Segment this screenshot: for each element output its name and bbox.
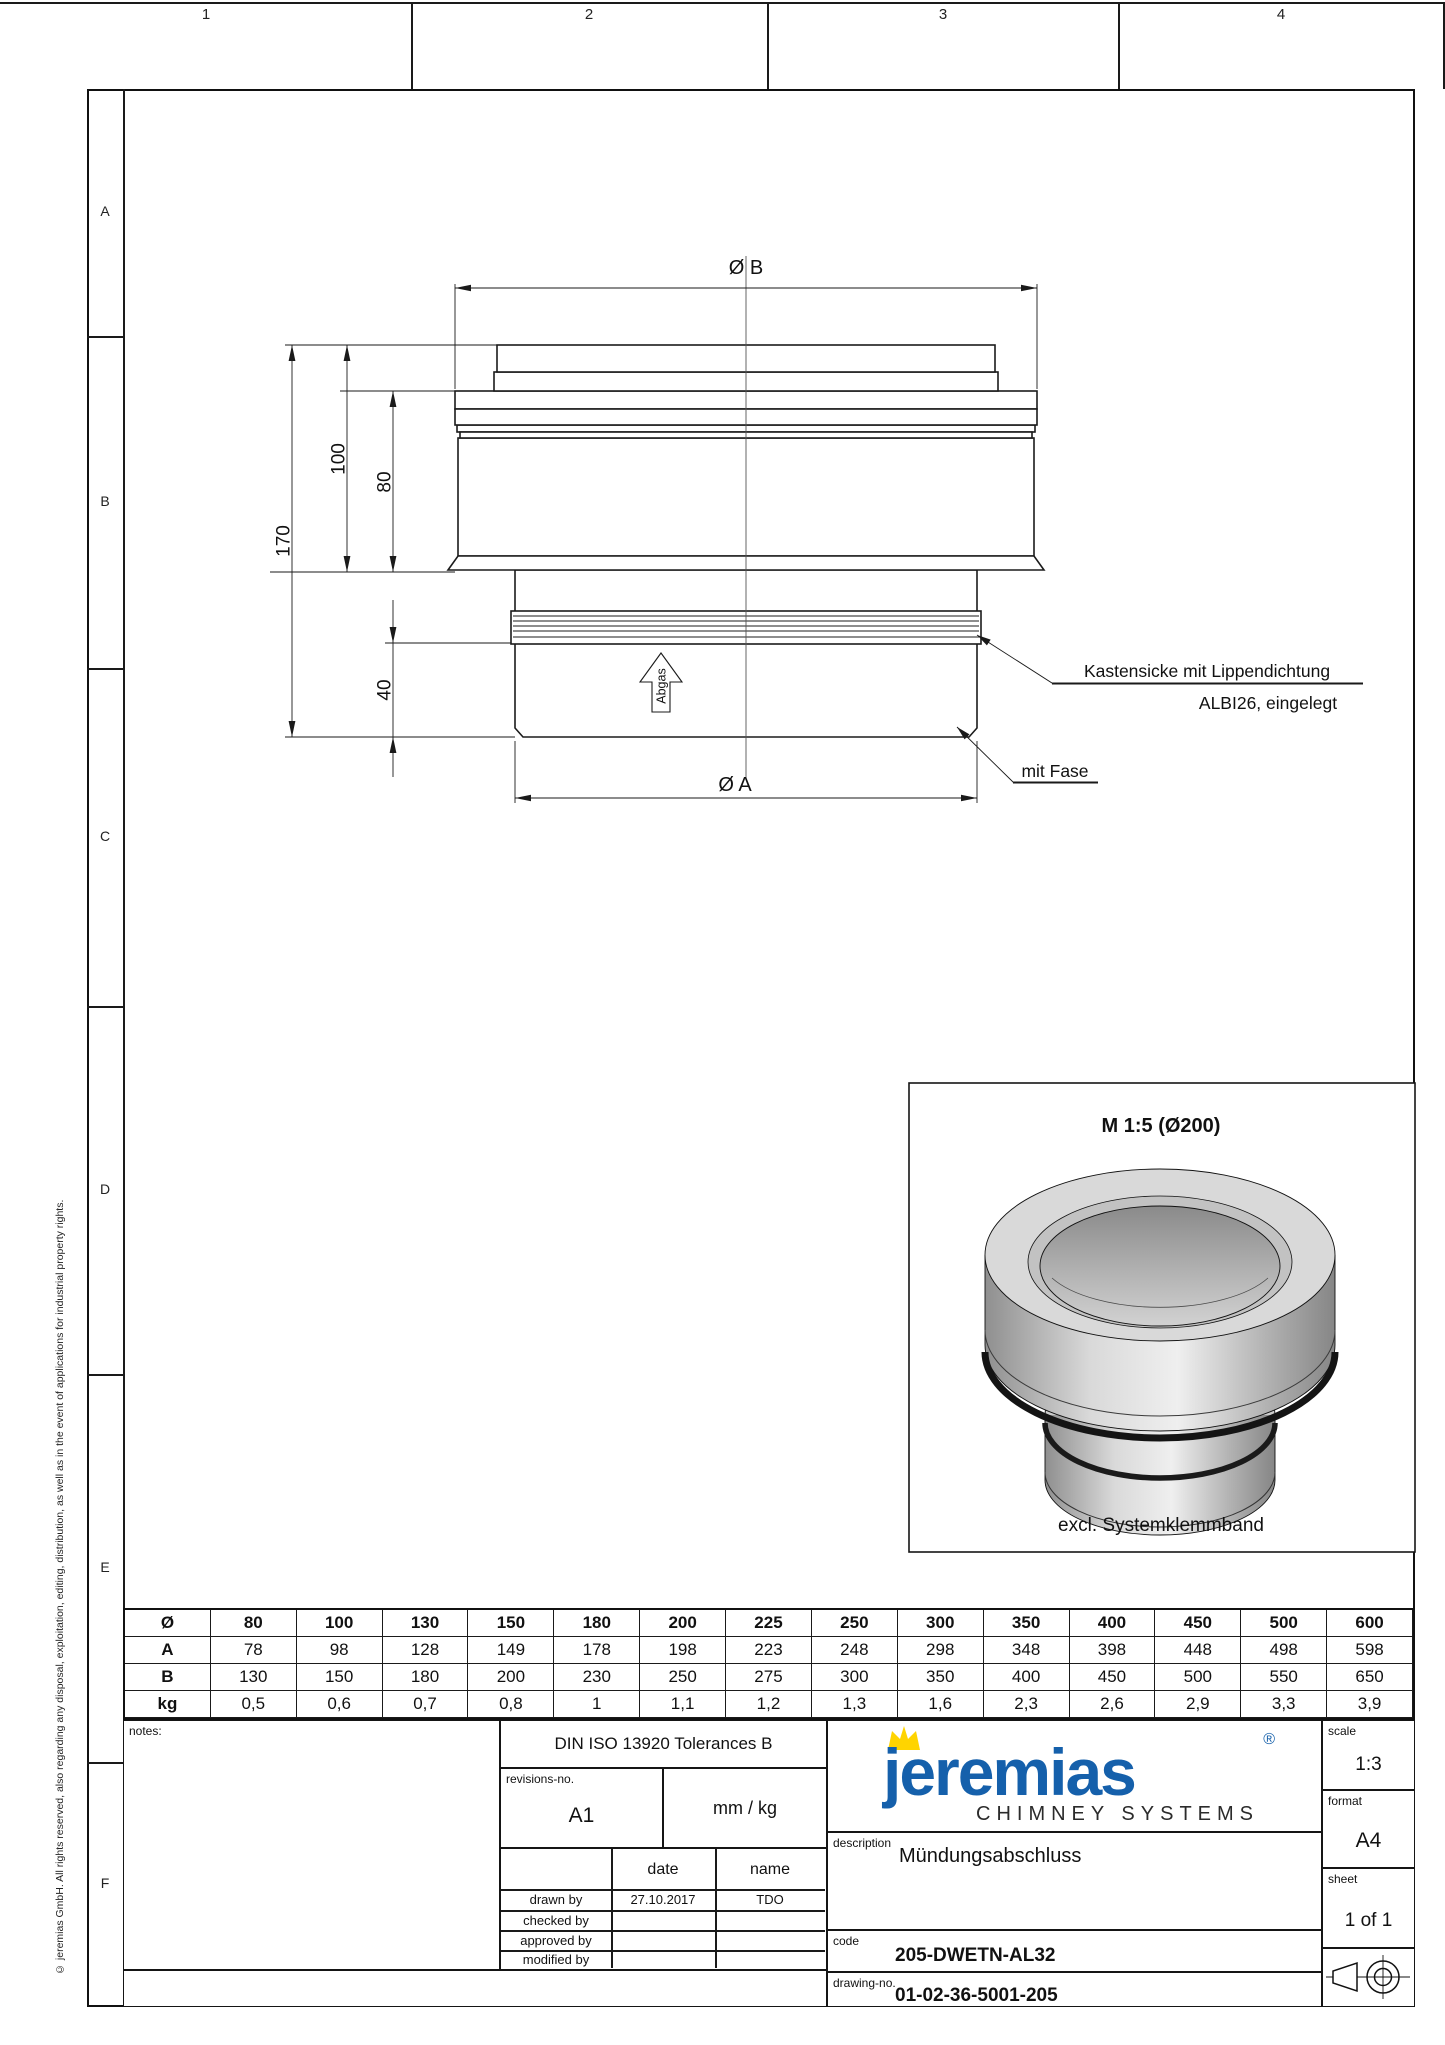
size-table-cell: 1 (554, 1691, 640, 1718)
size-table-cell: 0,8 (468, 1691, 554, 1718)
row-label: A (100, 203, 110, 219)
ruler-column-label: 2 (584, 6, 594, 23)
projection-symbol-icon (1323, 1949, 1413, 2005)
detail-note: excl. Systemklemmband (1058, 1515, 1264, 1536)
description-box (827, 1832, 1322, 1930)
logo-wordmark: jeremias (883, 1735, 1135, 1809)
checked-by-label: checked by (523, 1912, 589, 1928)
size-table-cell: 100 (297, 1610, 383, 1637)
ruler-column-label: 4 (1276, 6, 1286, 23)
notes-label: notes: (129, 1724, 162, 1738)
size-table-cell: 225 (726, 1610, 812, 1637)
tolerance-text: DIN ISO 13920 Tolerances B (554, 1734, 773, 1753)
size-table (123, 1608, 1415, 1720)
size-table-cell: 500 (1155, 1664, 1241, 1691)
size-table-cell: 250 (640, 1664, 726, 1691)
size-table-cell: 198 (640, 1637, 726, 1664)
size-table-cell: 130 (211, 1664, 297, 1691)
size-table-cell: 130 (383, 1610, 469, 1637)
size-table-cell: 0,7 (383, 1691, 469, 1718)
size-table-cell: 300 (812, 1664, 898, 1691)
dim-label-a: Ø A (718, 774, 752, 796)
dim-label-170: 170 (273, 525, 295, 557)
modified-by-label: modified by (522, 1952, 590, 1967)
size-table-cell: 350 (984, 1610, 1070, 1637)
size-table-cell: 350 (898, 1664, 984, 1691)
size-table-cell: 498 (1241, 1637, 1327, 1664)
copyright-note: © jeremias GmbH. All rights reserved, also regarding any disposal, exploitation, editing, distribution, as well as in the event of applications for industrial property rights. (54, 1199, 66, 1975)
size-table-cell: 149 (468, 1637, 554, 1664)
size-table-cell: 1,1 (640, 1691, 726, 1718)
format-box (1322, 1790, 1415, 1868)
size-table-cell: 98 (297, 1637, 383, 1664)
ruler-column-label: 1 (201, 6, 211, 23)
dim-label-100: 100 (328, 443, 350, 475)
code-box (827, 1930, 1322, 1972)
dim-label-b: Ø B (728, 257, 764, 279)
drawing-no-value: 01-02-36-5001-205 (895, 1985, 1058, 2006)
drawing-no-box (827, 1972, 1322, 2007)
size-table-cell: 3,9 (1327, 1691, 1413, 1718)
code-value: 205-DWETN-AL32 (895, 1945, 1056, 1966)
notes-box (123, 1720, 500, 1970)
flow-label: Abgas (654, 668, 669, 704)
size-table-cell: 650 (1327, 1664, 1413, 1691)
size-table-cell: 3,3 (1241, 1691, 1327, 1718)
size-table-cell: 250 (812, 1610, 898, 1637)
size-table-cell: 500 (1241, 1610, 1327, 1637)
size-table-cell: 128 (383, 1637, 469, 1664)
size-table-cell: 180 (554, 1610, 640, 1637)
scale-value: 1:3 (1355, 1754, 1382, 1775)
size-table-cell: 300 (898, 1610, 984, 1637)
logo-tagline: CHIMNEY SYSTEMS (976, 1803, 1259, 1825)
sheet-value: 1 of 1 (1344, 1910, 1393, 1931)
size-table-cell: 180 (383, 1664, 469, 1691)
detail-title: M 1:5 (Ø200) (1101, 1115, 1221, 1137)
size-table-cell: 200 (468, 1664, 554, 1691)
sheet-box (1322, 1868, 1415, 1948)
row-label: E (100, 1559, 110, 1575)
dim-label-80: 80 (374, 471, 396, 493)
annotation-chamfer: mit Fase (1021, 761, 1089, 781)
size-table-cell: 1,2 (726, 1691, 812, 1718)
units-box (663, 1768, 827, 1848)
row-label: F (100, 1875, 110, 1891)
size-table-cell: 0,5 (211, 1691, 297, 1718)
size-table-cell: 1,3 (812, 1691, 898, 1718)
bottom-strip (123, 1970, 827, 2007)
size-table-cell: 450 (1155, 1610, 1241, 1637)
description-value: Mündungsabschluss (899, 1845, 1082, 1867)
registered-mark: ® (1263, 1731, 1275, 1748)
format-value: A4 (1355, 1829, 1382, 1852)
size-table-cell: 275 (726, 1664, 812, 1691)
description-label: description (833, 1836, 892, 1850)
size-table-row-header: A (125, 1637, 211, 1664)
size-table-cell: 0,6 (297, 1691, 383, 1718)
size-table-cell: 400 (1070, 1610, 1156, 1637)
size-table-cell: 2,9 (1155, 1691, 1241, 1718)
size-table-cell: 450 (1070, 1664, 1156, 1691)
size-table-cell: 230 (554, 1664, 640, 1691)
revision-value: A1 (568, 1804, 595, 1827)
annotation-seam-2: ALBI26, eingelegt (1198, 693, 1338, 713)
size-table-cell: 1,6 (898, 1691, 984, 1718)
size-table-cell: 2,6 (1070, 1691, 1156, 1718)
drawing-no-label: drawing-no. (833, 1976, 896, 1990)
detail-view (909, 1083, 1415, 1552)
row-label: D (99, 1181, 111, 1197)
signature-table (500, 1848, 827, 1970)
size-table-cell: 600 (1327, 1610, 1413, 1637)
size-table-cell: 448 (1155, 1637, 1241, 1664)
size-table-cell: 150 (468, 1610, 554, 1637)
projection-box (1322, 1948, 1415, 2007)
approved-by-label: approved by (520, 1932, 592, 1948)
tolerance-box (500, 1720, 827, 1768)
size-table-row-header: Ø (125, 1610, 211, 1637)
sheet-label: sheet (1328, 1872, 1358, 1886)
scale-box (1322, 1720, 1415, 1790)
drawn-by-label: drawn by (529, 1892, 583, 1907)
size-table-cell: 400 (984, 1664, 1070, 1691)
code-label: code (833, 1934, 860, 1948)
size-table-cell: 550 (1241, 1664, 1327, 1691)
size-table-cell: 348 (984, 1637, 1070, 1664)
size-table-cell: 398 (1070, 1637, 1156, 1664)
size-table-cell: 150 (297, 1664, 383, 1691)
drawn-date: 27.10.2017 (630, 1892, 696, 1907)
scale-label: scale (1328, 1724, 1357, 1738)
name-header: name (749, 1861, 791, 1878)
size-table-cell: 248 (812, 1637, 898, 1664)
logo-box (827, 1720, 1322, 1832)
size-table-cell: 178 (554, 1637, 640, 1664)
size-table-cell: 2,3 (984, 1691, 1070, 1718)
annotation-seam-1: Kastensicke mit Lippendichtung (1083, 661, 1331, 681)
size-table-cell: 200 (640, 1610, 726, 1637)
row-label: B (100, 493, 110, 509)
row-label: C (99, 828, 111, 844)
size-table-cell: 598 (1327, 1637, 1413, 1664)
size-table-row-header: B (125, 1664, 211, 1691)
revisions-label: revisions-no. (506, 1772, 575, 1786)
size-table-cell: 78 (211, 1637, 297, 1664)
drawn-name: TDO (756, 1892, 784, 1907)
date-header: date (647, 1861, 679, 1878)
size-table-row-header: kg (125, 1691, 211, 1718)
size-table-cell: 80 (211, 1610, 297, 1637)
format-label: format (1328, 1794, 1363, 1808)
revision-box (500, 1768, 663, 1848)
units-text: mm / kg (712, 1797, 777, 1818)
size-table-cell: 298 (898, 1637, 984, 1664)
size-table-cell: 223 (726, 1637, 812, 1664)
ruler-column-label: 3 (938, 6, 948, 23)
dim-label-40: 40 (374, 679, 396, 701)
